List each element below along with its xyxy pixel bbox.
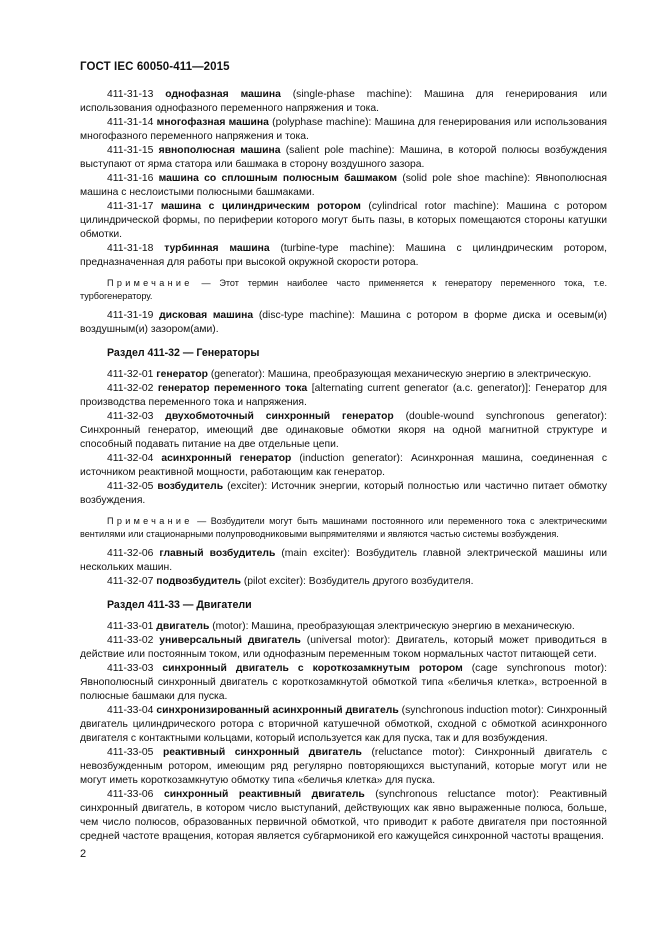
entry-number: 411-33-06 <box>107 789 154 800</box>
entry-term: двухобмоточный синхронный генератор <box>165 411 394 422</box>
entry-definition: (reluctance motor): Синхронный двигатель с невозбужденным ротором, имеющим ряд регулярно повторяющихся выступаний, которые могут или не могут иметь короткозамкнутую обмотку типа «беличья клетка» для пуска. <box>80 747 608 786</box>
term-entry <box>80 172 607 200</box>
term-entry <box>80 547 607 575</box>
term-entry <box>80 620 607 634</box>
entry-definition: (turbine-type machine): Машина с цилиндрическим ротором, предназначенная для работы при высокой окружной скорости ротора. <box>80 243 608 268</box>
section-heading: Раздел 411-33 — Двигатели <box>107 599 252 611</box>
entry-number: 411-31-19 <box>107 310 154 321</box>
entry-definition: (motor): Машина, преобразующая электрическую энергию в механическую. <box>209 621 575 632</box>
entry-definition: (cage synchronous motor): Явнополюсный синхронный двигатель с короткозамкнутой обмоткой типа «беличья клетка», встроенной в полюсные башмаки для пуска. <box>80 663 608 702</box>
entry-number: 411-33-03 <box>107 663 154 674</box>
note <box>80 515 607 540</box>
entry-term: синхронизированный асинхронный двигатель <box>156 705 399 716</box>
term-entry <box>80 410 607 452</box>
term-entry <box>80 575 607 589</box>
entry-number: 411-31-18 <box>107 243 154 254</box>
entry-definition: (polyphase machine): Машина для генерирования или использования многофазного переменного напряжения и тока. <box>80 117 607 142</box>
entry-term: синхронный двигатель с короткозамкнутым ротором <box>162 663 463 674</box>
term-entry <box>80 634 607 662</box>
entry-number: 411-33-02 <box>107 635 154 646</box>
page-number: 2 <box>80 848 87 860</box>
entry-term: подвозбудитель <box>156 576 241 587</box>
entry-number: 411-31-13 <box>107 89 154 100</box>
note-label: Примечание <box>107 516 193 526</box>
term-entry <box>80 368 607 382</box>
entry-definition: (double-wound synchronous generator): Синхронный генератор, имеющий две одинаковые обмотки якоря на одной магнитной структуре и способный подавать питание на две отдельные цепи. <box>80 411 607 450</box>
entry-definition: (generator): Машина, преобразующая механическую энергию в электрическую. <box>207 369 592 380</box>
term-entry <box>80 88 607 116</box>
entry-number: 411-32-05 <box>107 481 154 492</box>
term-entry <box>80 144 607 172</box>
term-entry <box>80 116 607 144</box>
entry-definition: (pilot exciter): Возбудитель другого возбудителя. <box>240 576 474 587</box>
entry-term: универсальный двигатель <box>159 635 301 646</box>
entry-number: 411-31-16 <box>107 173 154 184</box>
page-header: ГОСТ IEC 60050-411—2015 <box>80 61 230 73</box>
entry-definition: (main exciter): Возбудитель главной электрической машины или нескольких машин. <box>80 548 607 573</box>
entry-term: машина со сплошным полюсным башмаком <box>158 173 398 184</box>
entry-term: явнополюсная машина <box>158 145 281 156</box>
term-entry <box>80 200 607 242</box>
entry-number: 411-32-01 <box>107 369 154 380</box>
entry-number: 411-32-03 <box>107 411 154 422</box>
entry-term: генератор <box>156 369 208 380</box>
term-entry <box>80 662 607 704</box>
entry-definition: (universal motor): Двигатель, который может приводиться в действие или постоянным током, или однофазным переменным током нормальных частот питающей сети. <box>80 635 607 660</box>
entry-definition: (salient pole machine): Машина, в которой полюсы возбуждения выступают от ярма статора или башмака в сторону воздушного зазора. <box>80 145 608 170</box>
term-entry <box>80 788 607 844</box>
entry-term: синхронный реактивный двигатель <box>163 789 365 800</box>
term-entry <box>80 452 607 480</box>
section-heading: Раздел 411-32 — Генераторы <box>107 347 260 359</box>
entry-term: возбудитель <box>157 481 224 492</box>
term-entry <box>80 704 607 746</box>
entry-definition: [alternating current generator (a.c. generator)]: Генератор для производства переменного тока и напряжения. <box>80 383 607 408</box>
entry-definition: (induction generator): Асинхронная машина, соединенная с источником реактивной мощности, работающим как генератор. <box>80 453 608 478</box>
entry-number: 411-32-04 <box>107 453 154 464</box>
term-entry <box>80 480 607 508</box>
entry-number: 411-33-05 <box>107 747 154 758</box>
entry-definition: (disc-type machine): Машина с ротором в форме диска и осевым(и) воздушным(и) зазором(ами). <box>80 310 607 335</box>
entry-term: двигатель <box>156 621 210 632</box>
entry-number: 411-32-02 <box>107 383 154 394</box>
term-entry <box>80 746 607 788</box>
entry-number: 411-33-04 <box>107 705 154 716</box>
note-text: — Этот термин наиболее часто применяется к генератору переменного тока, т.е. турбогенератору. <box>80 278 607 301</box>
note-label: Примечание <box>107 278 193 288</box>
note <box>80 277 607 302</box>
entry-definition: (synchronous reluctance motor): Реактивный синхронный двигатель, в котором число выступаний, действующих как явно выраженные полюса, больше, чем число полюсов, образованных первичной обмоткой, что приводит к работе двигателя при постоянной средней частоте вращения, которая является субгармоникой его кажущейся синхронной частоты вращения. <box>80 789 607 842</box>
entry-number: 411-32-07 <box>107 576 154 587</box>
entry-term: турбинная машина <box>164 243 270 254</box>
entry-term: машина с цилиндрическим ротором <box>160 201 361 212</box>
term-entry <box>80 309 607 337</box>
entry-term: главный возбудитель <box>159 548 276 559</box>
entry-definition: (synchronous induction motor): Синхронный двигатель цилиндрического ротора с вторичной катушечной обмоткой, сходной с обмоткой асинхронного двигателя с контактными кольцами, который используется как для пуска, так и для возбуждения. <box>80 705 608 744</box>
entry-term: асинхронный генератор <box>161 453 292 464</box>
entry-term: генератор переменного тока <box>157 383 308 394</box>
entry-definition: (single-phase machine): Машина для генерирования или использования однофазного переменного напряжения и тока. <box>80 89 607 114</box>
entry-definition: (solid pole shoe machine): Явнополюсная машина с неслоистыми полюсными башмаками. <box>80 173 608 198</box>
entry-number: 411-33-01 <box>107 621 154 632</box>
note-text: — Возбудители могут быть машинами постоянного или переменного тока с электрическими вентилями или стационарными полупроводниковыми выпрямителями и являются частью системы возбуждения. <box>80 516 607 539</box>
entry-term: однофазная машина <box>165 89 281 100</box>
entry-number: 411-31-14 <box>107 117 154 128</box>
entry-term: дисковая машина <box>159 310 254 321</box>
entry-term: многофазная машина <box>156 117 269 128</box>
entry-number: 411-31-17 <box>107 201 154 212</box>
document-body <box>80 88 607 844</box>
entry-number: 411-32-06 <box>107 548 154 559</box>
entry-definition: (cylindrical rotor machine): Машина с ротором цилиндрической формы, по периферии которого могут быть пазы, в которых помещаются стороны катушки обмотки. <box>80 201 607 240</box>
term-entry <box>80 382 607 410</box>
entry-term: реактивный синхронный двигатель <box>162 747 362 758</box>
term-entry <box>80 242 607 270</box>
entry-definition: (exciter): Источник энергии, который полностью или частично питает обмотку возбуждения. <box>80 481 607 506</box>
entry-number: 411-31-15 <box>107 145 154 156</box>
